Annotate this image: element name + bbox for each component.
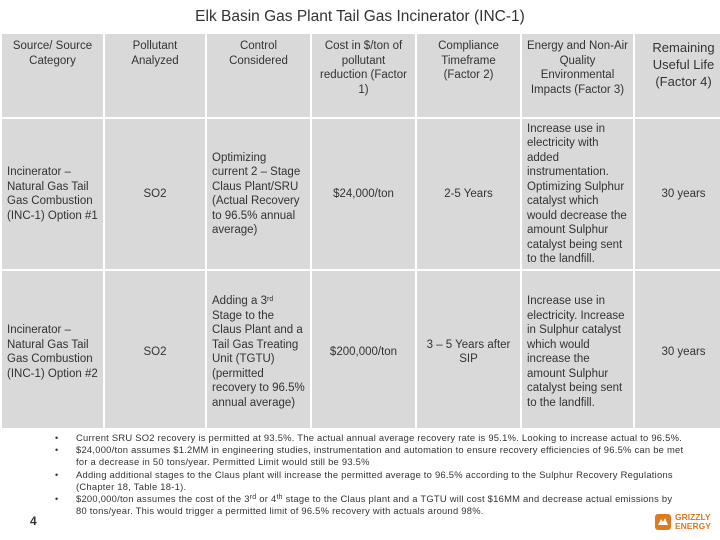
cell-control: Optimizing current 2 – Stage Claus Plant/SRU (Actual Recovery to 96.5% annual average): [207, 119, 310, 269]
cell-cost: $200,000/ton: [312, 271, 415, 433]
cell-cost: $24,000/ton: [312, 119, 415, 269]
note-text-pre: $200,000/ton assumes the cost of the 3: [76, 493, 250, 505]
header-remaining-life: Remaining Useful Life (Factor 4): [635, 34, 720, 117]
header-timeframe: Compliance Timeframe (Factor 2): [417, 34, 520, 117]
header-control: Control Considered: [207, 34, 310, 117]
notes-list: [45, 432, 685, 517]
note-text: Current SRU SO2 recovery is permitted at 93.5%. The actual annual average recovery rate is 95.1%. Looking to increase actual to 96.5%.: [76, 432, 683, 443]
cell-source: Incinerator – Natural Gas Tail Gas Combustion (INC-1) Option #1: [2, 119, 103, 269]
list-item: [45, 493, 685, 517]
note-ordinal-suffix: rd: [249, 494, 257, 502]
header-cost: Cost in $/ton of pollutant reduction (Factor 1): [312, 34, 415, 117]
table-row: [2, 119, 720, 269]
slide-number: 4: [30, 514, 37, 528]
note-text: $24,000/ton assumes $1.2MM in engineering studies, instrumentation and automation to ensure recovery efficiencies of 96.5% can be met for a decrease in 50 tons/year. Permitted Limit would still be 93.5%: [76, 444, 684, 468]
grizzly-logo-icon: [654, 513, 672, 531]
notes-footer: [0, 428, 720, 540]
cell-timeframe: 3 – 5 Years after SIP: [417, 271, 520, 433]
cell-impacts: Increase use in electricity. Increase in Sulphur catalyst which would increase the amount Sulphur catalyst being sent to the landfill.: [522, 271, 633, 433]
control-text-pre: Adding a 3: [212, 295, 267, 307]
note-text-post: stage to the Claus plant and a TGTU will cost $16MM and decrease actual emissions by 80 tons/year. This would trigger a permitted limit of 96.5% recovery with actuals around 98%.: [76, 493, 673, 517]
note-text: Adding additional stages to the Claus plant will increase the permitted average to 96.5% according to the Sulphur Recovery Regulations (Chapter 18, Table 18-1).: [76, 468, 673, 492]
cell-source: Incinerator – Natural Gas Tail Gas Combustion (INC-1) Option #2: [2, 271, 103, 433]
bullet-icon: •: [55, 494, 59, 505]
table-row: [2, 271, 720, 433]
cell-timeframe: 2-5 Years: [417, 119, 520, 269]
control-text-post: Stage to the Claus Plant and a Tail Gas Treating Unit (TGTU) (permitted recovery to 96.5% annual average): [212, 309, 305, 409]
table-header-row: [2, 34, 720, 117]
header-pollutant: Pollutant Analyzed: [105, 34, 205, 117]
logo-wordmark: [675, 513, 711, 531]
cell-pollutant: SO2: [105, 271, 205, 433]
logo-line-1: GRIZZLY: [675, 512, 711, 522]
list-item: [45, 444, 685, 468]
list-item: [45, 469, 685, 493]
note-text-mid: or 4: [256, 493, 277, 505]
cell-remaining-life: 30 years: [635, 119, 720, 269]
bullet-icon: •: [55, 469, 59, 480]
control-ordinal-suffix: rd: [267, 296, 274, 303]
slide-title: Elk Basin Gas Plant Tail Gas Incinerator (INC-1): [195, 8, 525, 25]
bullet-icon: •: [55, 433, 59, 443]
cell-pollutant: SO2: [105, 119, 205, 269]
header-impacts: Energy and Non-Air Quality Environmental Impacts (Factor 3): [522, 34, 633, 117]
bullet-icon: •: [55, 445, 59, 456]
company-logo: [654, 512, 714, 534]
note-ordinal-suffix: th: [276, 494, 283, 502]
cell-control: [207, 271, 310, 433]
cell-impacts: Increase use in electricity with added instrumentation. Optimizing Sulphur catalyst which would decrease the amount Sulphur catalyst being sent to the landfill.: [522, 119, 633, 269]
header-source: Source/ Source Category: [2, 34, 103, 117]
cell-remaining-life: 30 years: [635, 271, 720, 433]
logo-line-2: ENERGY: [675, 521, 711, 531]
list-item: [45, 432, 685, 444]
comparison-table: [0, 32, 720, 435]
